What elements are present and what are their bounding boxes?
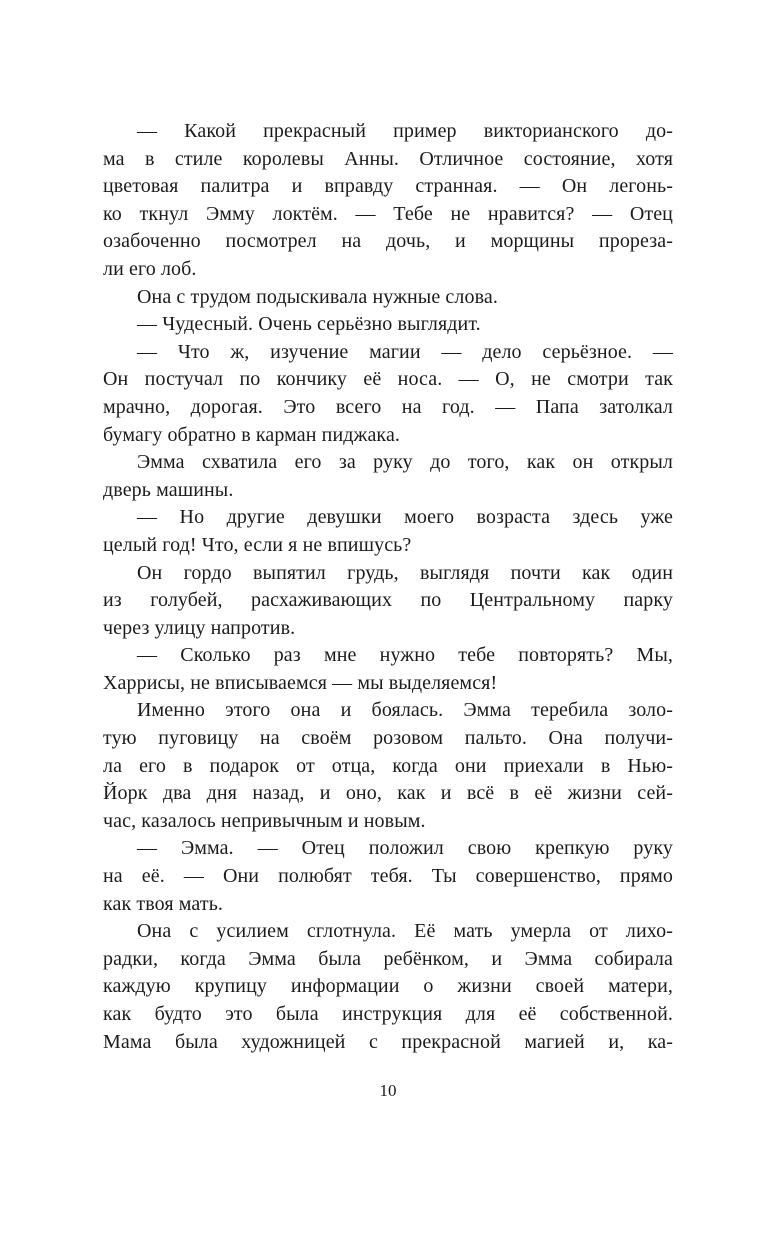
paragraph	[103, 311, 673, 339]
paragraph	[103, 339, 673, 449]
text-line: — Эмма. — Отец положил свою крепкую руку	[137, 837, 673, 860]
text-line: — Чудесный. Очень серьёзно выглядит.	[137, 313, 481, 336]
paragraph	[103, 284, 673, 312]
text-line: из голубей, расхаживающих по Центральному парку	[103, 589, 673, 612]
paragraph	[103, 560, 673, 643]
text-line: Она с усилием сглотнула. Её мать умерла от лихо-	[137, 920, 673, 943]
paragraph	[103, 697, 673, 835]
text-line: Она с трудом подыскивала нужные слова.	[137, 285, 498, 308]
text-line: радки, когда Эмма была ребёнком, и Эмма собирала	[103, 947, 673, 970]
paragraph	[103, 118, 673, 284]
text-line: тую пуговицу на своём розовом пальто. Она получи-	[103, 727, 673, 750]
page-number: 10	[379, 1081, 397, 1100]
text-line: — Сколько раз мне нужно тебе повторять? Мы,	[137, 644, 673, 667]
text-line: Харрисы, не вписываемся — мы выделяемся!	[103, 671, 498, 694]
text-line: Эмма схватила его за руку до того, как он открыл	[137, 451, 673, 474]
text-line: через улицу напротив.	[103, 616, 296, 639]
text-line: ма в стиле королевы Анны. Отличное состояние, хотя	[103, 147, 673, 170]
text-line: час, казалось непривычным и новым.	[103, 809, 426, 832]
paragraph	[103, 918, 673, 1056]
text-line: как будто это была инструкция для её собственной.	[103, 1003, 673, 1025]
text-line: Йорк два дня назад, и оно, как и всё в её жизни сей-	[103, 782, 673, 805]
paragraph	[103, 642, 673, 697]
text-line: озабоченно посмотрел на дочь, и морщины прореза-	[103, 230, 673, 253]
paragraph	[103, 504, 673, 559]
text-line: ла его в подарок от отца, когда они приехали в Нью-	[103, 754, 673, 777]
page-text-block	[103, 118, 673, 1056]
text-line: как твоя мать.	[103, 892, 224, 915]
text-line: ко ткнул Эмму локтём. — Тебе не нравится? — Отец	[103, 202, 673, 225]
paragraph	[103, 835, 673, 918]
text-line: — Но другие девушки моего возраста здесь уже	[137, 506, 673, 529]
paragraph	[103, 449, 673, 504]
text-line: каждую крупицу информации о жизни своей матери,	[103, 975, 673, 998]
text-line: на её. — Они полюбят тебя. Ты совершенство, прямо	[103, 865, 673, 888]
text-line: цветовая палитра и вправду странная. — Он легонь-	[103, 175, 673, 198]
text-line: бумагу обратно в карман пиджака.	[103, 423, 401, 446]
text-line: Именно этого она и боялась. Эмма теребила золо-	[137, 699, 673, 722]
text-line: целый год! Что, если я не впишусь?	[103, 533, 412, 556]
text-line: дверь машины.	[103, 478, 234, 501]
text-line: Он постучал по кончику её носа. — О, не смотри так	[103, 368, 673, 391]
text-line: ли его лоб.	[103, 257, 197, 280]
text-line: Мама была художницей с прекрасной магией и, ка-	[103, 1030, 673, 1053]
text-line: — Что ж, изучение магии — дело серьёзное. —	[137, 340, 673, 363]
text-line: — Какой прекрасный пример викторианского до-	[137, 120, 673, 142]
text-line: мрачно, дорогая. Это всего на год. — Папа затолкал	[103, 395, 673, 418]
text-line: Он гордо выпятил грудь, выглядя почти как один	[137, 561, 673, 584]
